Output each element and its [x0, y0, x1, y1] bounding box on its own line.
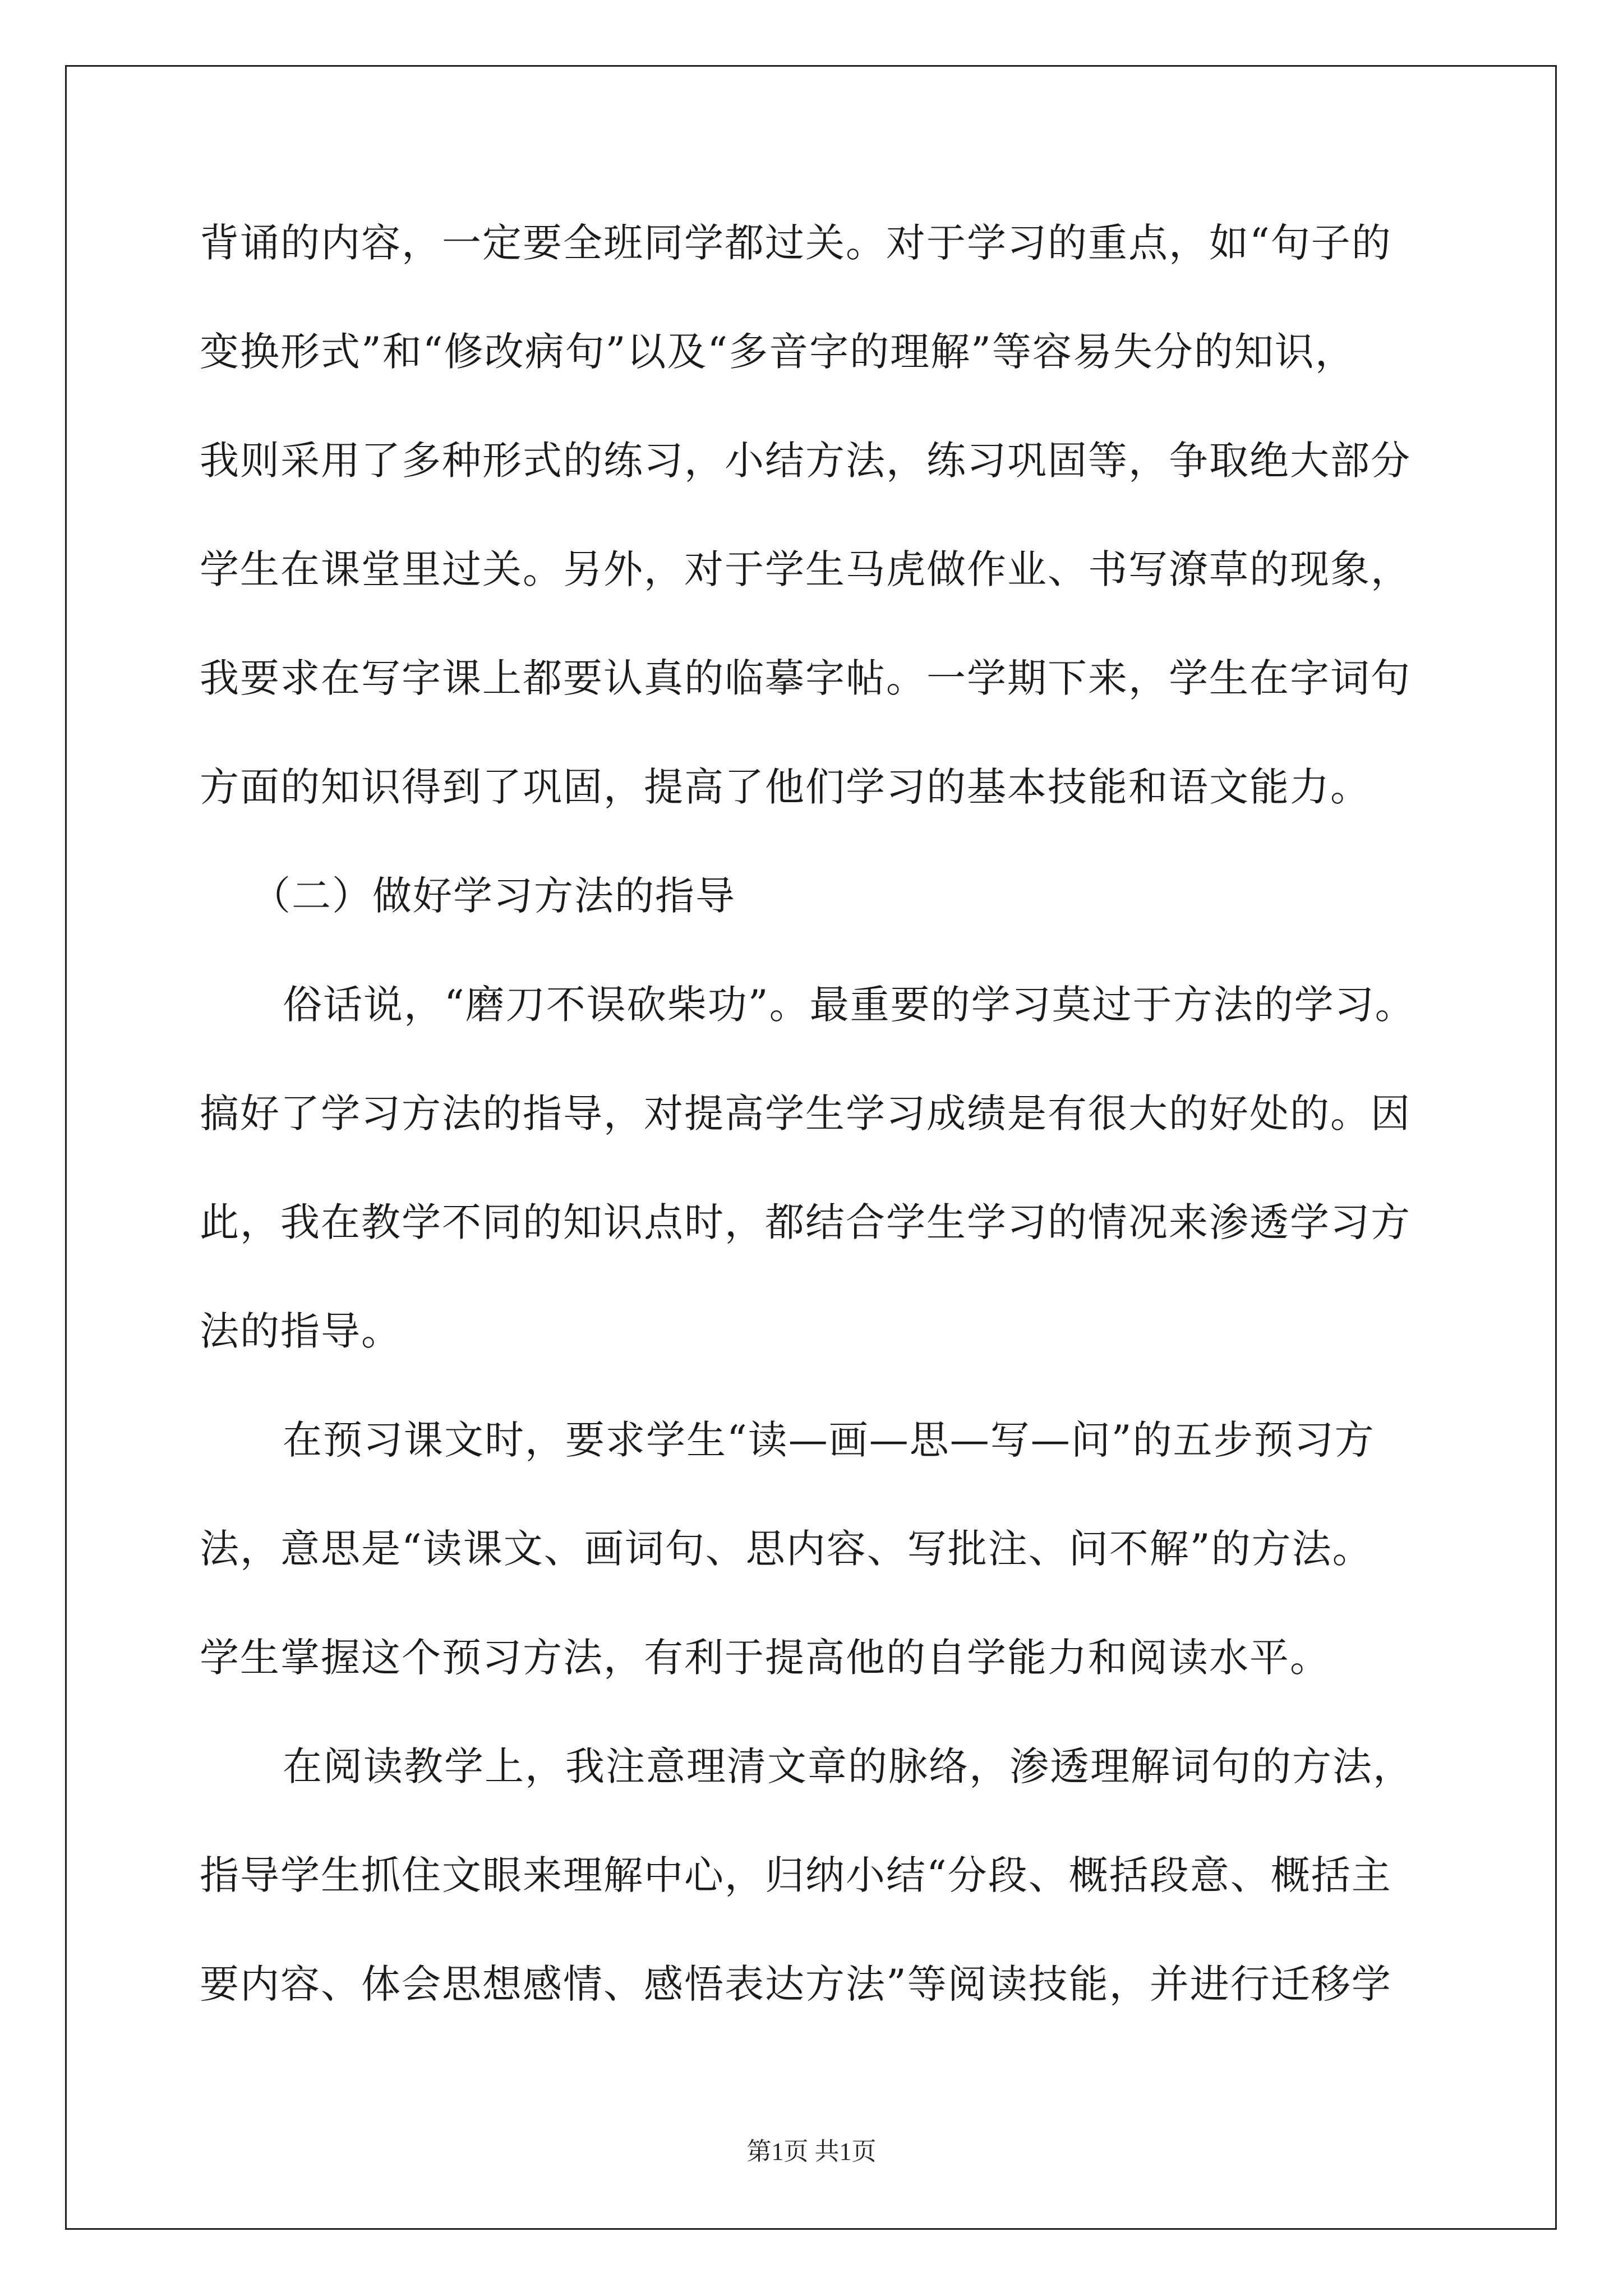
text-line: 法的指导。 [200, 1308, 402, 1354]
text-line: 我要求在写字课上都要认真的临摹字帖。一学期下来，学生在字词句 [200, 655, 1411, 701]
text-line: 搞好了学习方法的指导，对提高学生学习成绩是有很大的好处的。因 [200, 1091, 1411, 1137]
text-line: 我则采用了多种形式的练习，小结方法，练习巩固等，争取绝大部分 [200, 438, 1411, 484]
text-line: 在预习课文时，要求学生“读—画—思—写—问”的五步预习方 [283, 1417, 1375, 1463]
text-line: 要内容、体会思想感情、感悟表达方法”等阅读技能，并进行迁移学 [200, 1961, 1392, 2007]
text-line: 方面的知识得到了巩固，提高了他们学习的基本技能和语文能力。 [200, 764, 1371, 810]
text-line: 学生掌握这个预习方法，有利于提高他的自学能力和阅读水平。 [200, 1635, 1330, 1681]
page-footer: 第1页 共1页 [746, 2138, 877, 2165]
text-line: 在阅读教学上，我注意理清文章的脉络，渗透理解词句的方法， [283, 1743, 1413, 1789]
text-line: 此，我在教学不同的知识点时，都结合学生学习的情况来渗透学习方 [200, 1199, 1411, 1245]
text-line: 法，意思是“读课文、画词句、思内容、写批注、问不解”的方法。 [200, 1526, 1373, 1572]
text-line: 指导学生抓住文眼来理解中心，归纳小结“分段、概括段意、概括主 [200, 1852, 1392, 1898]
text-line: 俗话说，“磨刀不误砍柴功”。最重要的学习莫过于方法的学习。 [283, 982, 1415, 1028]
page-border [65, 65, 1557, 2230]
text-line: 背诵的内容，一定要全班同学都过关。对于学习的重点，如“句子的 [200, 220, 1392, 266]
text-line: 学生在课堂里过关。另外，对于学生马虎做作业、书写潦草的现象， [200, 546, 1411, 592]
text-line: 变换形式”和“修改病句”以及“多音字的理解”等容易失分的知识， [200, 329, 1355, 375]
section-heading: （二）做好学习方法的指导 [251, 873, 736, 919]
